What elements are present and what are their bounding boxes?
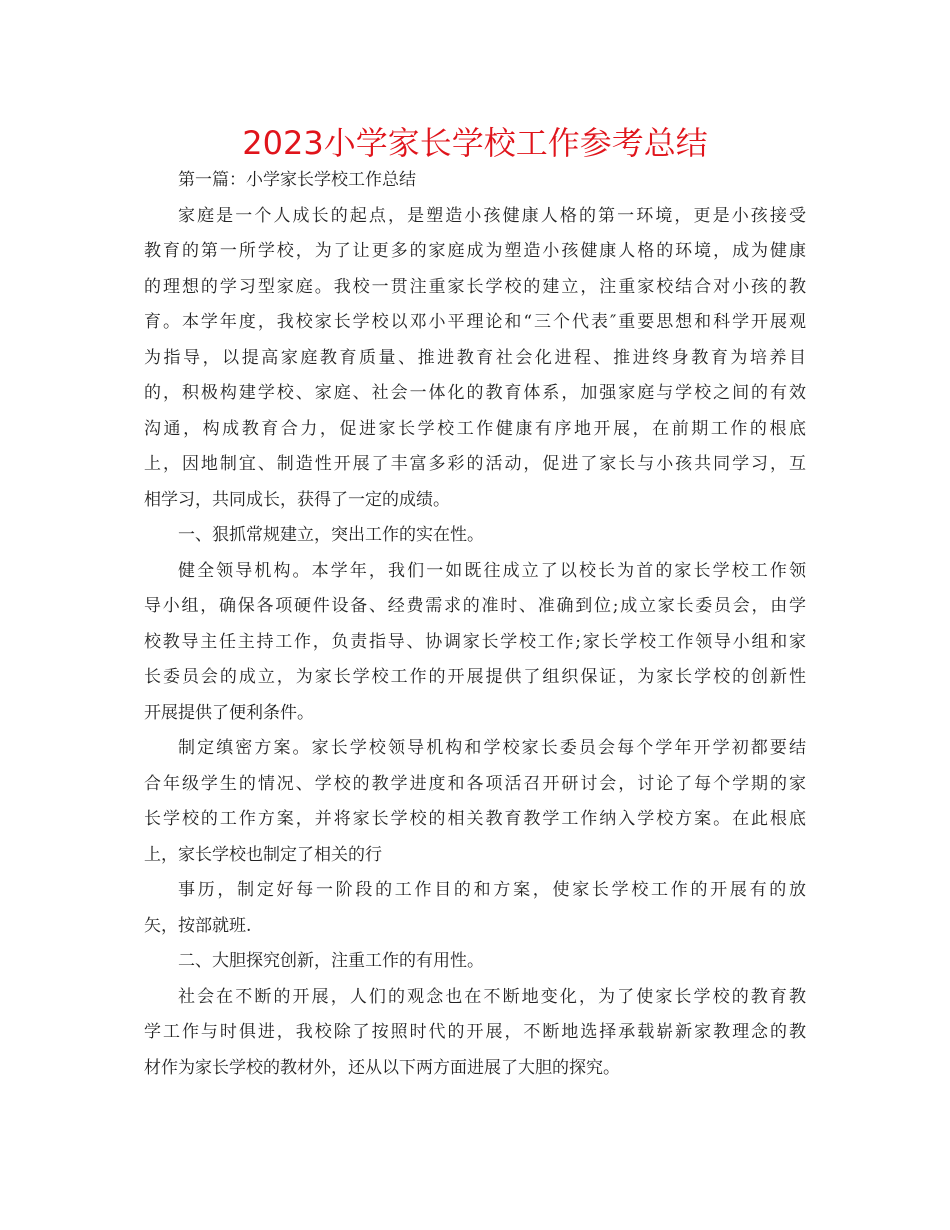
- document-body: [144, 163, 806, 1086]
- document-title: 2023小学家长学校工作参考总结: [242, 124, 708, 162]
- text-line: 为指导，以提高家庭教育质量、推进教育社会化进程、推进终身教育为培养目: [144, 347, 806, 368]
- text-line: 教育的第一所学校，为了让更多的家庭成为塑造小孩健康人格的环境，成为健康: [144, 241, 806, 261]
- text-line: 的，积极构建学校、家庭、社会一体化的教育体系，加强家庭与学校之间的有效: [144, 383, 806, 403]
- text-line: 第一篇：小学家长学校工作总结: [178, 170, 416, 190]
- paragraph-innovation: [144, 980, 806, 1087]
- text-line: 开展提供了便利条件。: [144, 702, 314, 723]
- text-line: 长委员会的成立，为家长学校工作的开展提供了组织保证，为家长学校的创新性: [144, 667, 806, 687]
- text-line: 制定缜密方案。家长学校领导机构和学校家长委员会每个学年开学初都要结: [178, 738, 806, 758]
- text-line: 社会在不断的开展，人们的观念也在不断地变化，为了使家长学校的教育教: [178, 986, 806, 1007]
- text-line: 家庭是一个人成长的起点，是塑造小孩健康人格的第一环境，更是小孩接受: [178, 205, 806, 226]
- paragraph-heading-first-article: [144, 163, 806, 199]
- paragraph-leadership: [144, 554, 806, 732]
- text-line: 育。本学年度，我校家长学校以邓小平理论和“三个代表″重要思想和科学开展观: [144, 312, 806, 332]
- text-line: 健全领导机构。本学年，我们一如既往成立了以校长为首的家长学校工作领: [178, 560, 806, 581]
- text-line: 合年级学生的情况、学校的教学进度和各项活召开研讨会，讨论了每个学期的家: [144, 773, 806, 794]
- text-line: 事历，制定好每一阶段的工作目的和方案，使家长学校工作的开展有的放: [178, 880, 806, 900]
- section-heading-one: [144, 518, 806, 554]
- text-line: 长学校的工作方案，并将家长学校的相关教育教学工作纳入学校方案。在此根底: [144, 809, 806, 829]
- paragraph-calendar: [144, 873, 806, 944]
- paragraph-intro: [144, 199, 806, 519]
- text-line: 的理想的学习型家庭。我校一贯注重家长学校的建立，注重家校结合对小孩的教: [144, 276, 806, 297]
- text-line: 校教导主任主持工作，负责指导、协调家长学校工作;家长学校工作领导小组和家: [144, 631, 806, 652]
- text-line: 沟通，构成教育合力，促进家长学校工作健康有序地开展，在前期工作的根底: [144, 418, 806, 439]
- text-line: 二、大胆探究创新，注重工作的有用性。: [178, 951, 484, 971]
- text-line: 学工作与时俱进，我校除了按照时代的开展，不断地选择承载崭新家教理念的教: [144, 1022, 806, 1042]
- section-heading-two: [144, 944, 806, 980]
- paragraph-plan: [144, 731, 806, 873]
- text-line: 上，因地制宜、制造性开展了丰富多彩的活动，促进了家长与小孩共同学习，互: [144, 454, 806, 474]
- text-line: 矢，按部就班.: [144, 915, 252, 936]
- text-line: 材作为家长学校的教材外，还从以下两方面进展了大胆的探究。: [144, 1057, 620, 1078]
- text-line: 一、狠抓常规建立，突出工作的实在性。: [178, 525, 484, 545]
- text-line: 上，家长学校也制定了相关的行: [144, 844, 382, 865]
- text-line: 导小组，确保各项硬件设备、经费需求的准时、准确到位;成立家长委员会，由学: [144, 596, 806, 616]
- text-line: 相学习，共同成长，获得了一定的成绩。: [144, 489, 450, 510]
